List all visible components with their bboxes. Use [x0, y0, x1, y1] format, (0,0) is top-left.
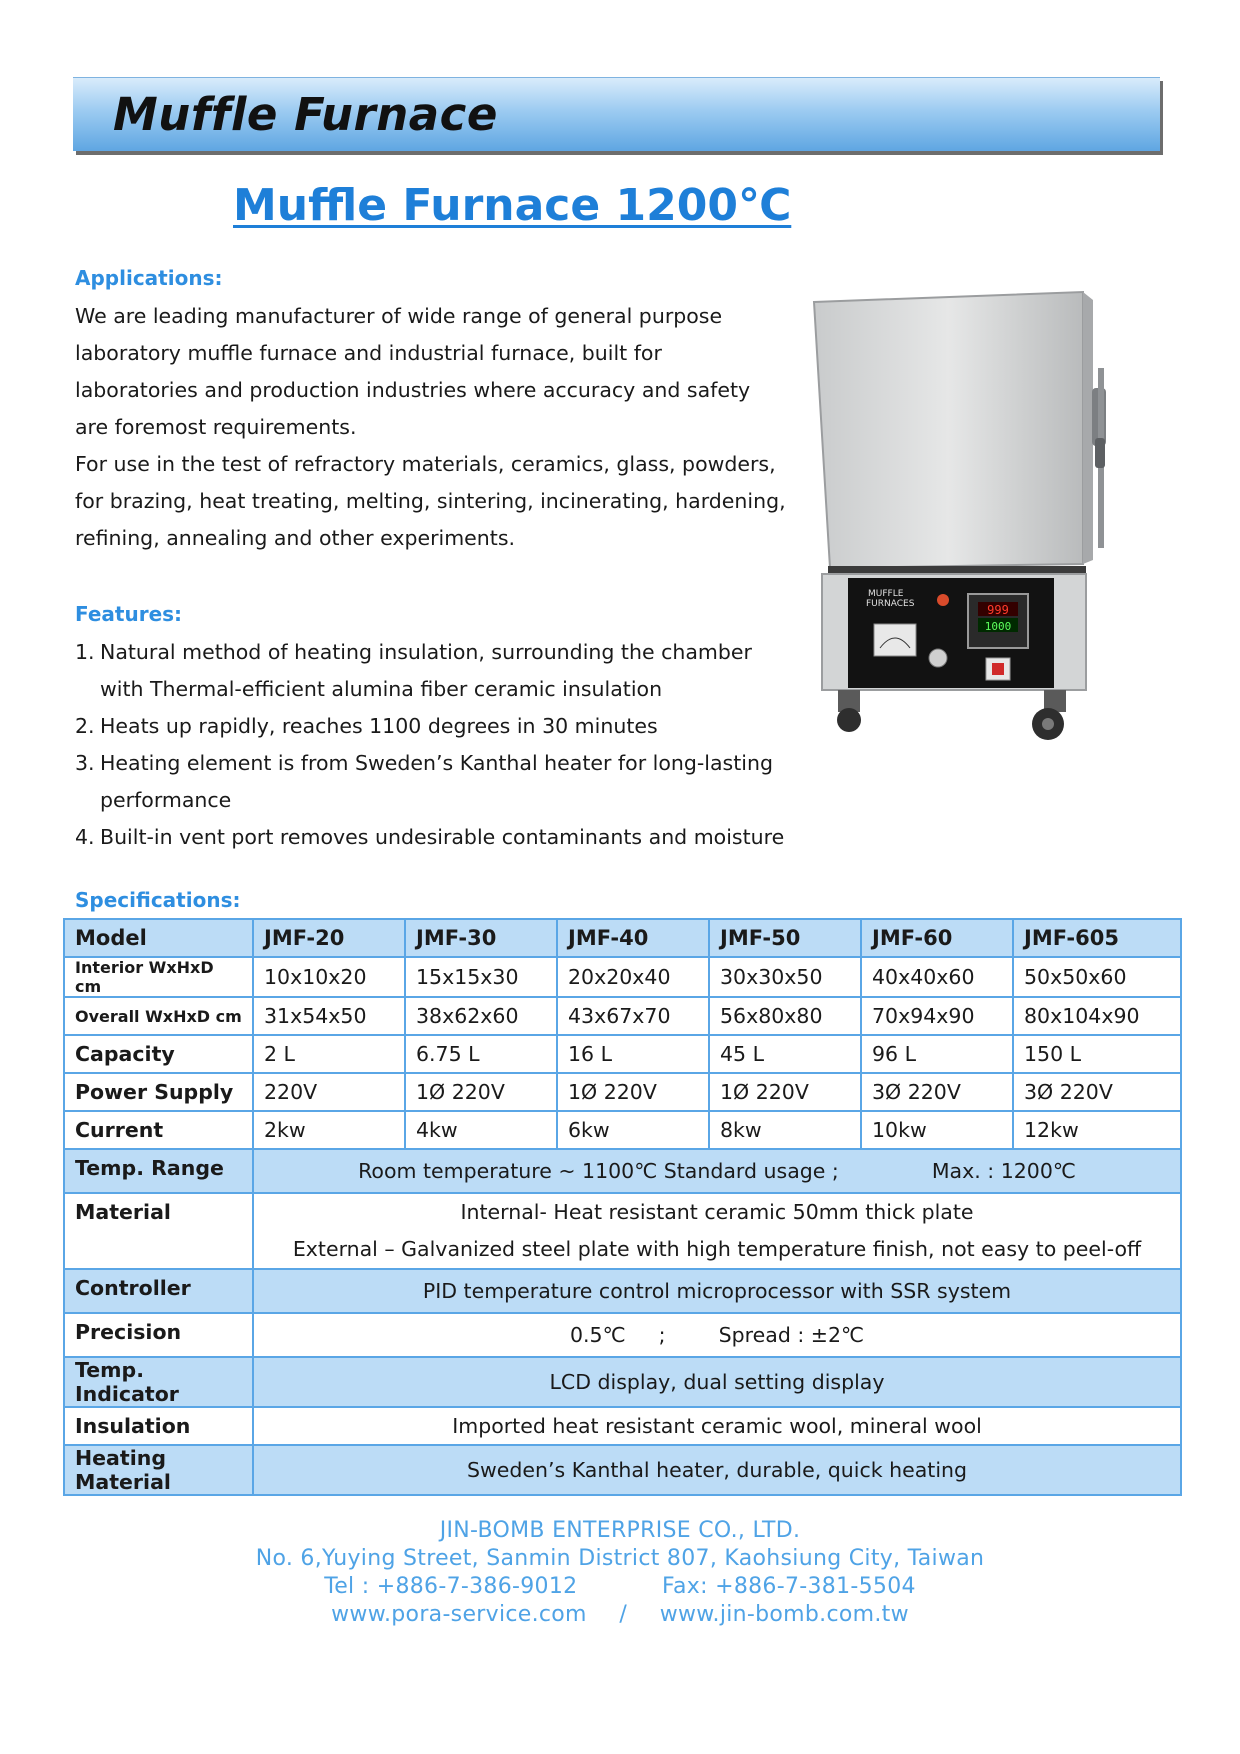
applications-heading: Applications:: [75, 266, 223, 290]
precision-cell: [253, 1313, 1181, 1357]
controller-pv-display: 999: [987, 603, 1009, 617]
applications-line: For use in the test of refractory materials, ceramics, glass, powders,: [75, 452, 776, 476]
features-list: [75, 634, 784, 856]
applications-line: refining, annealing and other experiments.: [75, 526, 516, 550]
precision-value: 0.5℃: [569, 1323, 626, 1347]
feature-text: Heats up rapidly, reaches 1100 degrees in 30 minutes: [100, 714, 658, 738]
row-label: Current: [64, 1111, 253, 1149]
controller-cell: PID temperature control microprocessor with SSR system: [253, 1269, 1181, 1313]
precision-spread: Spread : ±2℃: [718, 1323, 865, 1347]
footer-company: JIN-BOMB ENTERPRISE CO., LTD.: [439, 1518, 801, 1543]
table-row-controller: [64, 1269, 1181, 1313]
controller-sv-display: 1000: [984, 620, 1012, 633]
table-cell: 15x15x30: [405, 957, 557, 997]
applications-text: [75, 298, 795, 557]
feature-text-continued: performance: [100, 788, 232, 812]
table-cell: 56x80x80: [709, 997, 861, 1035]
feature-text-continued: with Thermal-efficient alumina fiber ceramic insulation: [100, 677, 663, 701]
temp-indicator-cell: LCD display, dual setting display: [253, 1357, 1181, 1407]
table-cell: 70x94x90: [861, 997, 1013, 1035]
table-row: [64, 997, 1181, 1035]
feature-number: 4.: [75, 825, 95, 849]
table-header-row: [64, 919, 1181, 957]
table-header-cell: JMF-40: [557, 919, 709, 957]
table-cell: 16 L: [557, 1035, 709, 1073]
furnace-photo: [808, 288, 1118, 748]
heating-material-cell: Sweden’s Kanthal heater, durable, quick heating: [253, 1445, 1181, 1495]
table-cell: 10x10x20: [253, 957, 405, 997]
feature-item: [75, 634, 784, 671]
table-header-cell: JMF-605: [1013, 919, 1181, 957]
footer-websites: [0, 1602, 1240, 1627]
table-cell: 1Ø 220V: [709, 1073, 861, 1111]
applications-line: are foremost requirements.: [75, 415, 357, 439]
specifications-table: [63, 918, 1182, 1496]
table-cell: 220V: [253, 1073, 405, 1111]
table-header-cell: JMF-60: [861, 919, 1013, 957]
row-label: Overall WxHxD cm: [64, 997, 253, 1035]
row-label: Interior WxHxD cm: [64, 957, 253, 997]
row-label: Capacity: [64, 1035, 253, 1073]
table-row-precision: [64, 1313, 1181, 1357]
table-cell: 2kw: [253, 1111, 405, 1149]
row-label: Temp. Indicator: [64, 1357, 253, 1407]
table-cell: 4kw: [405, 1111, 557, 1149]
table-cell: 43x67x70: [557, 997, 709, 1035]
table-cell: 10kw: [861, 1111, 1013, 1149]
row-label: Precision: [64, 1313, 253, 1357]
row-label: Heating Material: [64, 1445, 253, 1495]
table-row: [64, 957, 1181, 997]
applications-line: laboratories and production industries where accuracy and safety: [75, 378, 751, 402]
table-cell: 80x104x90: [1013, 997, 1181, 1035]
table-header-cell: JMF-30: [405, 919, 557, 957]
panel-label: MUFFLE: [868, 589, 904, 599]
temp-range-max: Max. : 1200℃: [931, 1159, 1076, 1183]
insulation-cell: Imported heat resistant ceramic wool, mineral wool: [253, 1407, 1181, 1445]
temp-range-standard: Room temperature ~ 1100℃ Standard usage ;: [358, 1159, 839, 1183]
feature-item: [75, 708, 784, 745]
material-internal: Internal- Heat resistant ceramic 50mm thick plate: [460, 1200, 974, 1224]
row-label: Temp. Range: [64, 1149, 253, 1193]
applications-line: for brazing, heat treating, melting, sintering, incinerating, hardening,: [75, 489, 786, 513]
table-cell: 31x54x50: [253, 997, 405, 1035]
table-cell: 6kw: [557, 1111, 709, 1149]
table-cell: 20x20x40: [557, 957, 709, 997]
precision-separator: ;: [658, 1323, 666, 1347]
table-cell: 30x30x50: [709, 957, 861, 997]
feature-number: 2.: [75, 714, 95, 738]
feature-item: [75, 745, 784, 782]
panel-label: FURNACES: [866, 599, 915, 609]
table-row: [64, 1035, 1181, 1073]
row-label: Power Supply: [64, 1073, 253, 1111]
table-cell: 12kw: [1013, 1111, 1181, 1149]
table-cell: 3Ø 220V: [861, 1073, 1013, 1111]
material-cell: [253, 1193, 1181, 1269]
table-row-temp-range: [64, 1149, 1181, 1193]
table-cell: 96 L: [861, 1035, 1013, 1073]
table-header-cell: JMF-50: [709, 919, 861, 957]
feature-number: 3.: [75, 751, 95, 775]
specifications-heading: Specifications:: [75, 888, 241, 912]
footer-fax: Fax: +886-7-381-5504: [662, 1574, 916, 1599]
row-label: Insulation: [64, 1407, 253, 1445]
table-cell: 1Ø 220V: [405, 1073, 557, 1111]
feature-text: Natural method of heating insulation, surrounding the chamber: [100, 640, 752, 664]
footer-contact: [0, 1574, 1240, 1599]
row-label: Material: [64, 1193, 253, 1269]
table-header-cell: JMF-20: [253, 919, 405, 957]
table-row-temp-indicator: [64, 1357, 1181, 1407]
temp-range-cell: [253, 1149, 1181, 1193]
table-cell: 150 L: [1013, 1035, 1181, 1073]
table-cell: 6.75 L: [405, 1035, 557, 1073]
table-cell: 38x62x60: [405, 997, 557, 1035]
applications-line: laboratory muffle furnace and industrial furnace, built for: [75, 341, 662, 365]
table-cell: 8kw: [709, 1111, 861, 1149]
row-label: Controller: [64, 1269, 253, 1313]
table-row: [64, 1073, 1181, 1111]
table-row-insulation: [64, 1407, 1181, 1445]
table-cell: 40x40x60: [861, 957, 1013, 997]
footer-address: No. 6,Yuying Street, Sanmin District 807, Kaohsiung City, Taiwan: [255, 1546, 985, 1571]
footer-web-separator: /: [619, 1602, 628, 1627]
table-cell: 1Ø 220V: [557, 1073, 709, 1111]
features-heading: Features:: [75, 602, 183, 626]
feature-item: [75, 819, 784, 856]
feature-number: 1.: [75, 640, 95, 664]
feature-text: Heating element is from Sweden’s Kanthal heater for long-lasting: [100, 751, 773, 775]
feature-text: Built-in vent port removes undesirable contaminants and moisture: [100, 825, 785, 849]
footer-website-link[interactable]: www.jin-bomb.com.tw: [659, 1602, 909, 1627]
footer-website-link[interactable]: www.pora-service.com: [331, 1602, 587, 1627]
table-cell: 45 L: [709, 1035, 861, 1073]
table-row-material: [64, 1193, 1181, 1269]
page-title: Muffle Furnace 1200℃: [233, 180, 792, 231]
applications-line: We are leading manufacturer of wide range of general purpose: [75, 304, 723, 328]
table-cell: 2 L: [253, 1035, 405, 1073]
title-banner: [73, 77, 1160, 151]
banner-title: Muffle Furnace: [113, 88, 498, 141]
material-external: External – Galvanized steel plate with high temperature finish, not easy to peel-off: [292, 1237, 1142, 1261]
table-cell: 50x50x60: [1013, 957, 1181, 997]
table-row: [64, 1111, 1181, 1149]
table-cell: 3Ø 220V: [1013, 1073, 1181, 1111]
table-header-cell: Model: [64, 919, 253, 957]
table-row-heating-material: [64, 1445, 1181, 1495]
footer-tel: Tel : +886-7-386-9012: [324, 1574, 578, 1599]
